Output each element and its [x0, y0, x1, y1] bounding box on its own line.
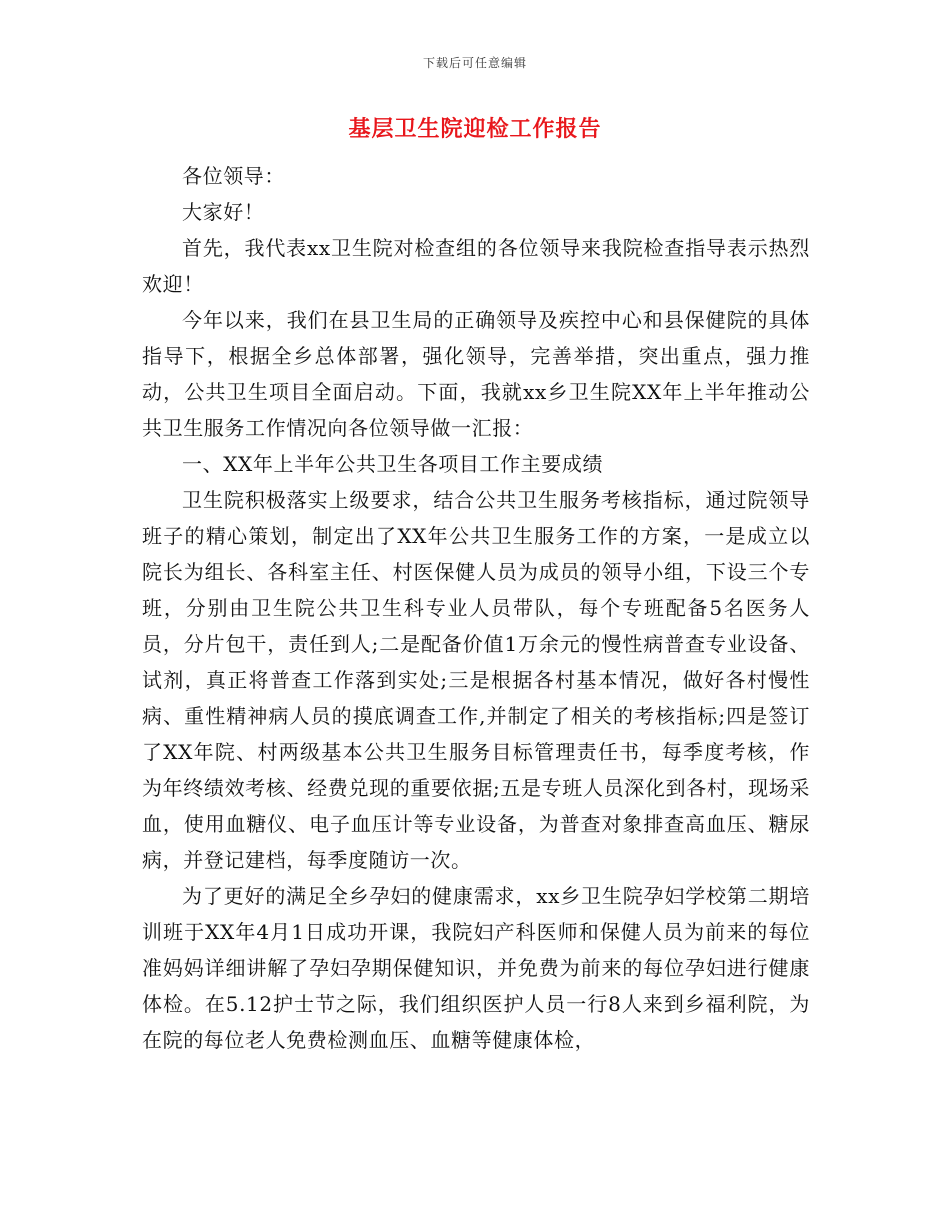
document-body: [142, 158, 810, 1058]
paragraph: 今年以来，我们在县卫生局的正确领导及疾控中心和县保健院的具体指导下，根据全乡总体部署，强化领导，完善举措，突出重点，强力推动，公共卫生项目全面启动。下面，我就xx乡卫生院XX年上半年推动公共卫生服务工作情况向各位领导做一汇报：: [142, 308, 810, 440]
section-heading: 一、XX年上半年公共卫生各项目工作主要成绩: [182, 452, 604, 476]
paragraph: 首先，我代表xx卫生院对检查组的各位领导来我院检查指导表示热烈欢迎！: [142, 236, 810, 296]
header-note: 下载后可任意编辑: [422, 56, 527, 70]
greeting: 大家好！: [182, 200, 265, 224]
paragraph: 卫生院积极落实上级要求，结合公共卫生服务考核指标，通过院领导班子的精心策划，制定出了XX年公共卫生服务工作的方案，一是成立以院长为组长、各科室主任、村医保健人员为成员的领导小组，下设三个专班，分别由卫生院公共卫生科专业人员带队，每个专班配备5名医务人员，分片包干，责任到人;二是配备价值1万余元的慢性病普查专业设备、试剂，真正将普查工作落到实处;三是根据各村基本情况，做好各村慢性病、重性精神病人员的摸底调查工作,并制定了相关的考核指标;四是签订了XX年院、村两级基本公共卫生服务目标管理责任书，每季度考核，作为年终绩效考核、经费兑现的重要依据;五是专班人员深化到各村，现场采血，使用血糖仪、电子血压计等专业设备，为普查对象排查高血压、糖尿病，并登记建档，每季度随访一次。: [142, 488, 810, 872]
salutation: 各位领导：: [182, 164, 285, 188]
paragraph: 为了更好的满足全乡孕妇的健康需求，xx乡卫生院孕妇学校第二期培训班于XX年4月1日成功开课，我院妇产科医师和保健人员为前来的每位准妈妈详细讲解了孕妇孕期保健知识，并免费为前来的每位孕妇进行健康体检。在5.12护士节之际，我们组织医护人员一行8人来到乡福利院，为在院的每位老人免费检测血压、血糖等健康体检，: [142, 884, 810, 1052]
document-title: 基层卫生院迎检工作报告: [348, 116, 602, 142]
